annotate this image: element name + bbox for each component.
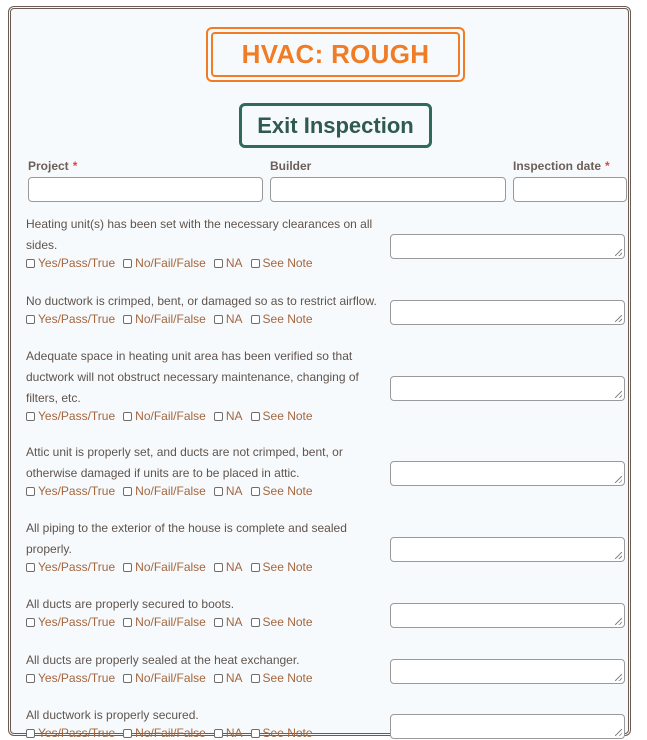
checkbox-see-note[interactable] (251, 618, 260, 627)
note-textarea[interactable] (390, 461, 625, 486)
checkbox-see-note[interactable] (251, 259, 260, 268)
option-na[interactable] (214, 560, 243, 574)
note-textarea[interactable] (390, 537, 625, 562)
option-label: Yes/Pass/True (38, 671, 116, 685)
checkbox-na[interactable] (214, 412, 223, 421)
option-no-fail-false[interactable] (123, 726, 206, 740)
option-see-note[interactable] (251, 560, 313, 574)
option-no-fail-false[interactable] (123, 615, 206, 629)
option-see-note[interactable] (251, 615, 313, 629)
option-yes-pass-true[interactable] (26, 726, 115, 740)
resize-handle-icon[interactable] (615, 391, 622, 398)
resize-handle-icon[interactable] (615, 552, 622, 559)
option-yes-pass-true[interactable] (26, 312, 115, 326)
option-no-fail-false[interactable] (123, 560, 206, 574)
option-label: NA (225, 671, 243, 685)
question-text: Adequate space in heating unit area has been verified so that ductwork will not obstruct necessary maintenance, changing of filters, etc. (26, 349, 359, 405)
question-text: All ductwork is properly secured. (26, 708, 199, 722)
option-label: See Note (262, 484, 313, 498)
option-label: No/Fail/False (135, 615, 206, 629)
option-label: NA (225, 409, 243, 423)
builder-label: Builder (270, 159, 312, 173)
option-yes-pass-true[interactable] (26, 671, 115, 685)
option-see-note[interactable] (251, 726, 313, 740)
option-yes-pass-true[interactable] (26, 256, 115, 270)
project-input[interactable] (28, 177, 263, 202)
checkbox-no-fail-false[interactable] (123, 563, 132, 572)
option-label: No/Fail/False (135, 726, 206, 740)
page-title-box (206, 27, 465, 82)
checkbox-yes-pass-true[interactable] (26, 315, 35, 324)
question-text: Attic unit is properly set, and ducts are not crimped, bent, or otherwise damaged if units are to be placed in attic. (26, 445, 343, 480)
option-na[interactable] (214, 256, 243, 270)
checkbox-see-note[interactable] (251, 315, 260, 324)
option-label: See Note (262, 671, 313, 685)
option-label: NA (225, 312, 243, 326)
checkbox-yes-pass-true[interactable] (26, 487, 35, 496)
option-label: See Note (262, 726, 313, 740)
checkbox-see-note[interactable] (251, 674, 260, 683)
resize-handle-icon[interactable] (615, 476, 622, 483)
option-label: Yes/Pass/True (38, 256, 116, 270)
option-see-note[interactable] (251, 256, 313, 270)
answer-options (26, 671, 321, 685)
checkbox-no-fail-false[interactable] (123, 729, 132, 738)
checkbox-no-fail-false[interactable] (123, 412, 132, 421)
option-label: No/Fail/False (135, 256, 206, 270)
question-text: All ducts are properly secured to boots. (26, 597, 235, 611)
option-label: See Note (262, 409, 313, 423)
inspection-date-input[interactable] (513, 177, 627, 202)
resize-handle-icon[interactable] (615, 315, 622, 322)
option-label: Yes/Pass/True (38, 615, 116, 629)
option-na[interactable] (214, 312, 243, 326)
option-label: NA (225, 726, 243, 740)
answer-options (26, 615, 321, 629)
note-textarea[interactable] (390, 234, 625, 259)
resize-handle-icon[interactable] (615, 674, 622, 681)
option-na[interactable] (214, 726, 243, 740)
answer-options (26, 560, 321, 574)
option-label: No/Fail/False (135, 409, 206, 423)
checkbox-see-note[interactable] (251, 412, 260, 421)
option-no-fail-false[interactable] (123, 484, 206, 498)
answer-options (26, 409, 321, 423)
builder-input[interactable] (270, 177, 506, 202)
option-label: See Note (262, 256, 313, 270)
checkbox-yes-pass-true[interactable] (26, 618, 35, 627)
checkbox-yes-pass-true[interactable] (26, 563, 35, 572)
option-label: No/Fail/False (135, 312, 206, 326)
option-yes-pass-true[interactable] (26, 484, 115, 498)
answer-options (26, 312, 321, 326)
option-label: NA (225, 615, 243, 629)
question-text: All piping to the exterior of the house is complete and sealed properly. (26, 521, 347, 556)
answer-options (26, 726, 321, 740)
option-yes-pass-true[interactable] (26, 409, 115, 423)
checkbox-no-fail-false[interactable] (123, 259, 132, 268)
resize-handle-icon[interactable] (615, 729, 622, 736)
checkbox-no-fail-false[interactable] (123, 315, 132, 324)
checkbox-yes-pass-true[interactable] (26, 674, 35, 683)
project-label: Project * (28, 159, 78, 173)
note-textarea[interactable] (390, 603, 625, 628)
option-label: No/Fail/False (135, 560, 206, 574)
question-text: All ducts are properly sealed at the heat exchanger. (26, 653, 300, 667)
checkbox-na[interactable] (214, 674, 223, 683)
checkbox-na[interactable] (214, 618, 223, 627)
option-no-fail-false[interactable] (123, 409, 206, 423)
option-see-note[interactable] (251, 484, 313, 498)
option-label: NA (225, 560, 243, 574)
checkbox-yes-pass-true[interactable] (26, 259, 35, 268)
checkbox-na[interactable] (214, 315, 223, 324)
option-label: See Note (262, 560, 313, 574)
option-label: Yes/Pass/True (38, 560, 116, 574)
checkbox-na[interactable] (214, 563, 223, 572)
question-text: No ductwork is crimped, bent, or damaged so as to restrict airflow. (26, 294, 377, 308)
page-title: HVAC: ROUGH (211, 32, 460, 77)
option-label: No/Fail/False (135, 671, 206, 685)
option-label: See Note (262, 312, 313, 326)
option-no-fail-false[interactable] (123, 671, 206, 685)
option-label: See Note (262, 615, 313, 629)
option-label: Yes/Pass/True (38, 409, 116, 423)
option-na[interactable] (214, 671, 243, 685)
option-na[interactable] (214, 409, 243, 423)
option-see-note[interactable] (251, 312, 313, 326)
option-yes-pass-true[interactable] (26, 560, 115, 574)
question-text: Heating unit(s) has been set with the necessary clearances on all sides. (26, 217, 373, 252)
option-yes-pass-true[interactable] (26, 615, 115, 629)
resize-handle-icon[interactable] (615, 249, 622, 256)
option-label: Yes/Pass/True (38, 484, 116, 498)
checkbox-see-note[interactable] (251, 563, 260, 572)
checkbox-no-fail-false[interactable] (123, 487, 132, 496)
option-label: Yes/Pass/True (38, 312, 116, 326)
resize-handle-icon[interactable] (615, 618, 622, 625)
note-textarea[interactable] (390, 376, 625, 401)
checkbox-see-note[interactable] (251, 729, 260, 738)
checkbox-na[interactable] (214, 487, 223, 496)
option-no-fail-false[interactable] (123, 256, 206, 270)
option-na[interactable] (214, 484, 243, 498)
answer-options (26, 256, 321, 270)
checkbox-na[interactable] (214, 729, 223, 738)
option-see-note[interactable] (251, 409, 313, 423)
checkbox-na[interactable] (214, 259, 223, 268)
checkbox-no-fail-false[interactable] (123, 618, 132, 627)
checkbox-no-fail-false[interactable] (123, 674, 132, 683)
exit-inspection-button[interactable]: Exit Inspection (239, 103, 432, 148)
inspection-date-label: Inspection date * (513, 159, 610, 173)
option-no-fail-false[interactable] (123, 312, 206, 326)
checkbox-yes-pass-true[interactable] (26, 729, 35, 738)
option-label: NA (225, 256, 243, 270)
checkbox-see-note[interactable] (251, 487, 260, 496)
option-label: Yes/Pass/True (38, 726, 116, 740)
option-label: No/Fail/False (135, 484, 206, 498)
answer-options (26, 484, 321, 498)
note-textarea[interactable] (390, 300, 625, 325)
option-see-note[interactable] (251, 671, 313, 685)
option-na[interactable] (214, 615, 243, 629)
option-label: NA (225, 484, 243, 498)
note-textarea[interactable] (390, 659, 625, 684)
checkbox-yes-pass-true[interactable] (26, 412, 35, 421)
note-textarea[interactable] (390, 714, 625, 739)
